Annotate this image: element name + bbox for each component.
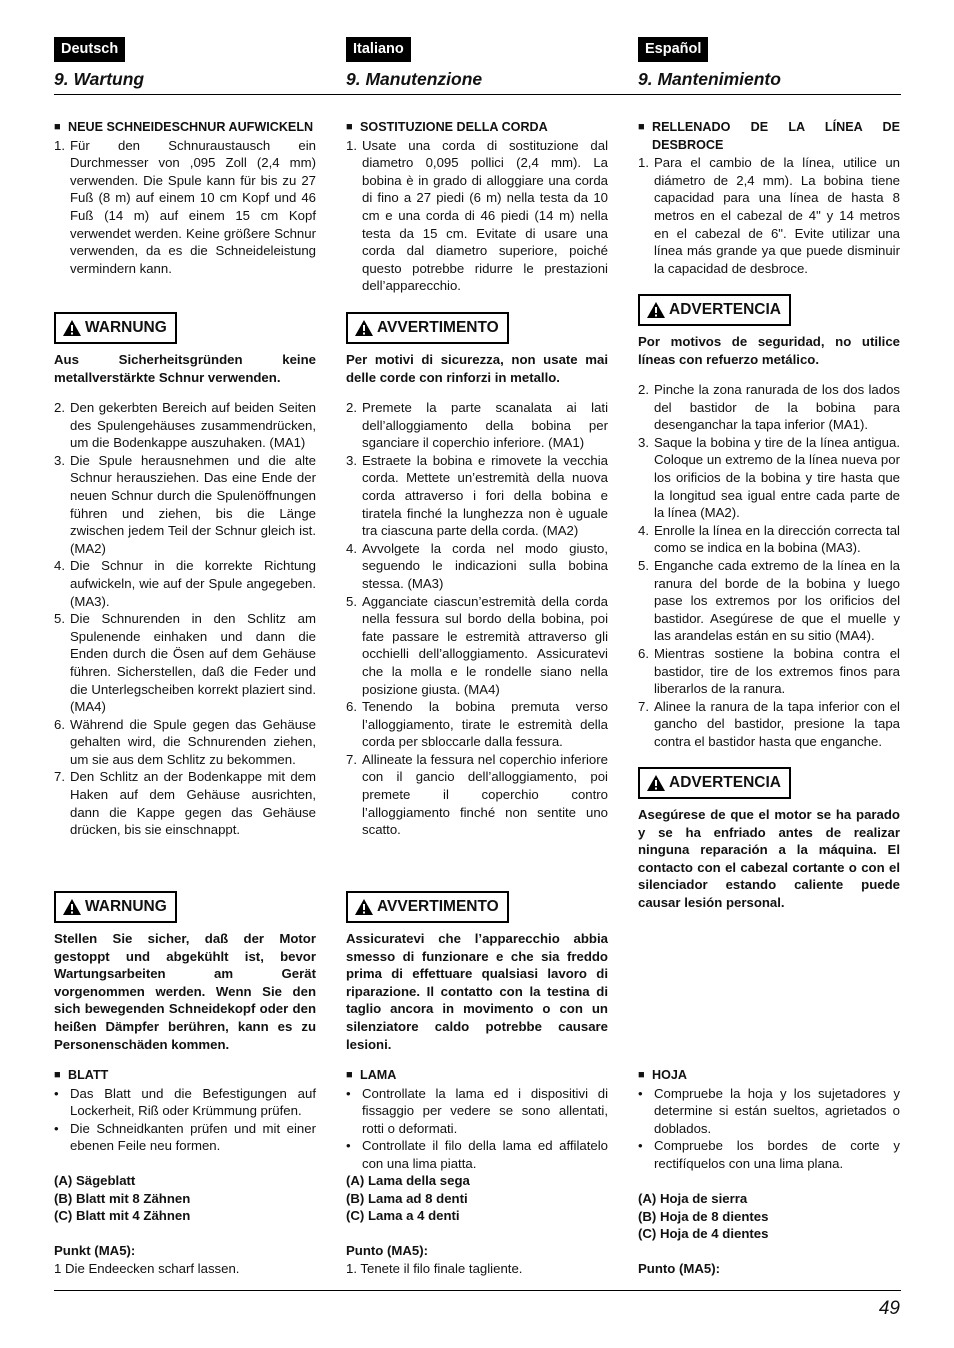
- page-number: 49: [878, 1298, 900, 1319]
- bullet-item: • Controllate la lama ed i dispositivi di fissaggio per vedere se sono allentati, rotti o deformati.: [346, 1085, 608, 1136]
- list-item: 3. Die Spule herausnehmen und die alte Schnur herausziehen. Das eine Ende der neuen Schnur durch die Spulenöffnungen führen und ziehen, bis die Länge zwischen jedem Teil der Schnur gleich ist. (MA2): [54, 452, 316, 556]
- square-bullet-icon: ■: [638, 1069, 645, 1081]
- steps-list: [346, 399, 608, 839]
- square-bullet-icon: ■: [346, 121, 353, 133]
- section-blade: [54, 1067, 316, 1155]
- warning-triangle-icon: [354, 319, 374, 337]
- list-item: 2. Pinche la zona ranurada de los dos lados del bastidor de la bobina para desenganchar la tapa inferior (MA1).: [638, 382, 900, 433]
- section-heading: RELLENADO DE LA LÍNEA DE DESBROCE: [652, 120, 900, 152]
- chapter-title: 9. Wartung: [54, 69, 145, 89]
- warning-badge: WARNUNG: [54, 312, 177, 344]
- warning-badge: AVVERTIMENTO: [346, 891, 509, 923]
- warning-text: Aus Sicherheitsgründen keine metallverstärkte Schnur verwenden.: [54, 352, 316, 385]
- list-item: 1. Für den Schnuraustausch ein Durchmesser von ,095 Zoll (2,4 mm) verwenden. Die Spule kann für bis zu 27 Fuß (8 m) auf einem 10 cm Kopf und 46 Fuß (14 m) auf einem 15 cm Kopf verwendet werden. Keine größere Schnur verwenden, da es die Schneideleistung vermindern kann.: [54, 137, 316, 276]
- bullet-item: • Das Blatt und die Befestigungen auf Lockerheit, Riß oder Krümmung prüfen.: [54, 1085, 316, 1119]
- section-line-replacement: [638, 119, 900, 277]
- list-item: 1. Para el cambio de la línea, utilice un diámetro de 2,4 mm). La bobina tiene capacidad para una línea de hasta 8 metros en el cabezal de 4" y 14 metros en el cabezal de 6". Evite utilizar una línea más grande ya que puede disminuir la capacidad de desbroce.: [638, 155, 900, 276]
- warning-triangle-icon: [354, 898, 374, 916]
- warning-badge: ADVERTENCIA: [638, 294, 791, 326]
- warning-text: Por motivos de seguridad, no utilice líneas con refuerzo metálico.: [638, 334, 900, 367]
- point-section: Punkt (MA5): 1 Die Endeecken scharf lassen.: [54, 1243, 240, 1276]
- warning-triangle-icon: [62, 319, 82, 337]
- blade-legend: (A) Sägeblatt (B) Blatt mit 8 Zähnen (C) Blatt mit 4 Zähnen: [54, 1173, 191, 1224]
- footer-rule: [54, 1290, 901, 1291]
- steps-list: [54, 399, 316, 839]
- blade-legend: (A) Lama della sega (B) Lama ad 8 denti (C) Lama a 4 denti: [346, 1173, 470, 1224]
- warning-badge: AVVERTIMENTO: [346, 312, 509, 344]
- section-blade: [346, 1067, 608, 1173]
- list-item: 4. Avvolgete la corda nel modo giusto, seguendo le indicazioni sulla bobina stessa. (MA3): [346, 540, 608, 591]
- list-item: 7. Alinee la ranura de la tapa inferior con el gancho del bastidor, presione la tapa contra el bastidor hasta que enganche.: [638, 698, 900, 749]
- blade-legend: (A) Hoja de sierra (B) Hoja de 8 dientes (C) Hoja de 4 dientes: [638, 1191, 769, 1242]
- list-item: 4. Enrolle la línea en la dirección correcta tal como se indica en la bobina (MA3).: [638, 522, 900, 556]
- list-item: 2. Premete la parte scanalata ai lati dell’alloggiamento della bobina per sganciare il coperchio inferiore. (MA1): [346, 400, 608, 451]
- warning-triangle-icon: [646, 301, 666, 319]
- list-item: 6. Mientras sostiene la bobina contra el bastidor, tire de los extremos finos para liberarlos de la ranura.: [638, 645, 900, 697]
- warning-block-1: [346, 312, 608, 386]
- warning-block-1: [54, 312, 316, 386]
- list-item: 7. Den Schlitz an der Bodenkappe mit dem Haken auf dem Gehäuse ausrichten, dann die Kappe gegen das Gehäuse drücken, bis sie einschnappt.: [54, 769, 316, 838]
- warning-block-1: [638, 294, 900, 368]
- square-bullet-icon: ■: [346, 1069, 353, 1081]
- warning-block-2: [638, 767, 900, 912]
- list-item: 5. Agganciate ciascun’estremità della corda nella fessura sul bordo della bobina, poi fate passare le estremità attraverso gli occhielli dell’alloggiamento. Assicuratevi che la molla e le rondelle siano nella posizione giusta. (MA4): [346, 593, 608, 697]
- bullet-item: • Die Schneidkanten prüfen und mit einer ebenen Feile neu formen.: [54, 1120, 316, 1154]
- section-heading: HOJA: [652, 1068, 687, 1082]
- warning-text: Asegúrese de que el motor se ha parado y se ha enfriado antes de realizar ninguna reparación a la máquina. El contacto con el cabezal cortante o con el silenciador estando caliente puede causar lesión personal.: [638, 807, 900, 910]
- column-italiano: [346, 37, 608, 1276]
- bullet-item: • Controllate il filo della lama ed affilatelo con una lima piatta.: [346, 1138, 608, 1171]
- list-item: 6. Tenendo la bobina premuta verso l’alloggiamento, tirate le estremità della corda per sbloccarle dalla fessura.: [346, 699, 608, 750]
- section-heading: NEUE SCHNEIDESCHNUR AUFWICKELN: [68, 120, 314, 134]
- language-label: Español: [638, 37, 708, 62]
- chapter-title: 9. Mantenimiento: [638, 69, 781, 89]
- square-bullet-icon: ■: [638, 121, 645, 133]
- list-item: 5. Enganche cada extremo de la línea en la ranura del borde de la bobina y luego pase los extremos por los orificios del bastidor. Asegúrese de que el muelle y las arandelas están en su sitio (MA4).: [638, 557, 900, 644]
- warning-text: Stellen Sie sicher, daß der Motor gestoppt und abgekühlt ist, bevor Wartungsarbeiten am Gerät vorgenommen werden. Wenn Sie den sich bewegenden Schneidekopf oder den heißen Dämpfer berühren, kann es zu Personenschäden kommen.: [54, 931, 316, 1052]
- section-heading: LAMA: [360, 1068, 397, 1082]
- list-item: 6. Während die Spule gegen das Gehäuse gehalten wird, die Schnurenden ziehen, um sie aus dem Schlitz zu bekommen.: [54, 716, 316, 767]
- list-item: 2. Den gekerbten Bereich auf beiden Seiten des Spulengehäuses zusammendrücken, um die Bodenkappe auszuhaken. (MA1): [54, 400, 316, 451]
- section-blade: [638, 1067, 900, 1173]
- list-item: 7. Allineate la fessura nel coperchio inferiore con il gancio dell’alloggiamento, poi premete il coperchio contro l’alloggiamento finché non sentite uno scatto.: [346, 751, 608, 838]
- warning-triangle-icon: [62, 898, 82, 916]
- section-heading: BLATT: [68, 1068, 109, 1082]
- section-heading: SOSTITUZIONE DELLA CORDA: [360, 120, 548, 134]
- chapter-title: 9. Manutenzione: [346, 69, 483, 89]
- column-deutsch: [54, 37, 316, 1276]
- list-item: 3. Saque la bobina y tire de la línea antigua. Coloque un extremo de la línea nueva por los orificios de la bobina y tire hasta que la longitud sea igual entre cada parte de la línea (MA2).: [638, 434, 900, 521]
- square-bullet-icon: ■: [54, 1069, 61, 1081]
- warning-text: Assicuratevi che l’apparecchio abbia smesso di funzionare e che sia freddo prima di effettuare qualsiasi lavoro di riparazione. Il contatto con la testina di taglio ancora in movimento o con un silenziatore caldo potrebbe causare lesioni.: [346, 931, 608, 1052]
- column-espanol: [638, 37, 900, 1276]
- warning-badge: WARNUNG: [54, 891, 177, 923]
- point-section: Punto (MA5):: [638, 1261, 721, 1276]
- bullet-item: • Compruebe los bordes de corte y rectifíquelos con una lima plana.: [638, 1138, 900, 1171]
- language-label: Deutsch: [54, 37, 125, 62]
- point-section: Punto (MA5): 1. Tenete il filo finale tagliente.: [346, 1243, 523, 1276]
- list-item: 3. Estraete la bobina e rimovete la vecchia corda. Mettete un’estremità della nuova corda attraverso i fori della bobina e tiratela finché la lunghezza non è uguale tra ciascuna parte della corda. (MA2): [346, 452, 608, 539]
- warning-triangle-icon: [646, 774, 666, 792]
- bullet-item: • Compruebe la hoja y los sujetadores y determine si están sueltos, agrietados o doblados.: [638, 1085, 900, 1136]
- warning-text: Per motivi di sicurezza, non usate mai delle corde con rinforzi in metallo.: [346, 352, 608, 385]
- list-item: 4. Die Schnur in die korrekte Richtung aufwickeln, wie auf der Spule angegeben. (MA3).: [54, 558, 316, 609]
- warning-block-2: [54, 891, 316, 1053]
- warning-badge: ADVERTENCIA: [638, 767, 791, 799]
- language-label: Italiano: [346, 37, 411, 62]
- steps-list: [638, 381, 900, 750]
- list-item: 1. Usate una corda di sostituzione dal diametro 0,095 pollici (2,4 mm). La bobina è in grado di alloggiare una corda di fino a 27 piedi (6 m) nella testa da 10 cm e una corda di 46 piedi (14 m) nella testa da 15 cm. Evitate di usare una corda dal diametro superiore, poiché questo potrebbe ridurre le prestazioni dell’apparecchio.: [346, 137, 608, 294]
- section-line-replacement: [54, 119, 316, 277]
- section-line-replacement: [346, 119, 608, 295]
- list-item: 5. Die Schnurenden in den Schlitz am Spulenende einhaken und dann die Enden durch die Ösen auf dem Gehäuse führen. Sicherstellen, daß die Feder und die Unterlegscheiben korrekt plaziert sind. (MA4): [54, 611, 316, 715]
- square-bullet-icon: ■: [54, 121, 61, 133]
- warning-block-2: [346, 891, 608, 1053]
